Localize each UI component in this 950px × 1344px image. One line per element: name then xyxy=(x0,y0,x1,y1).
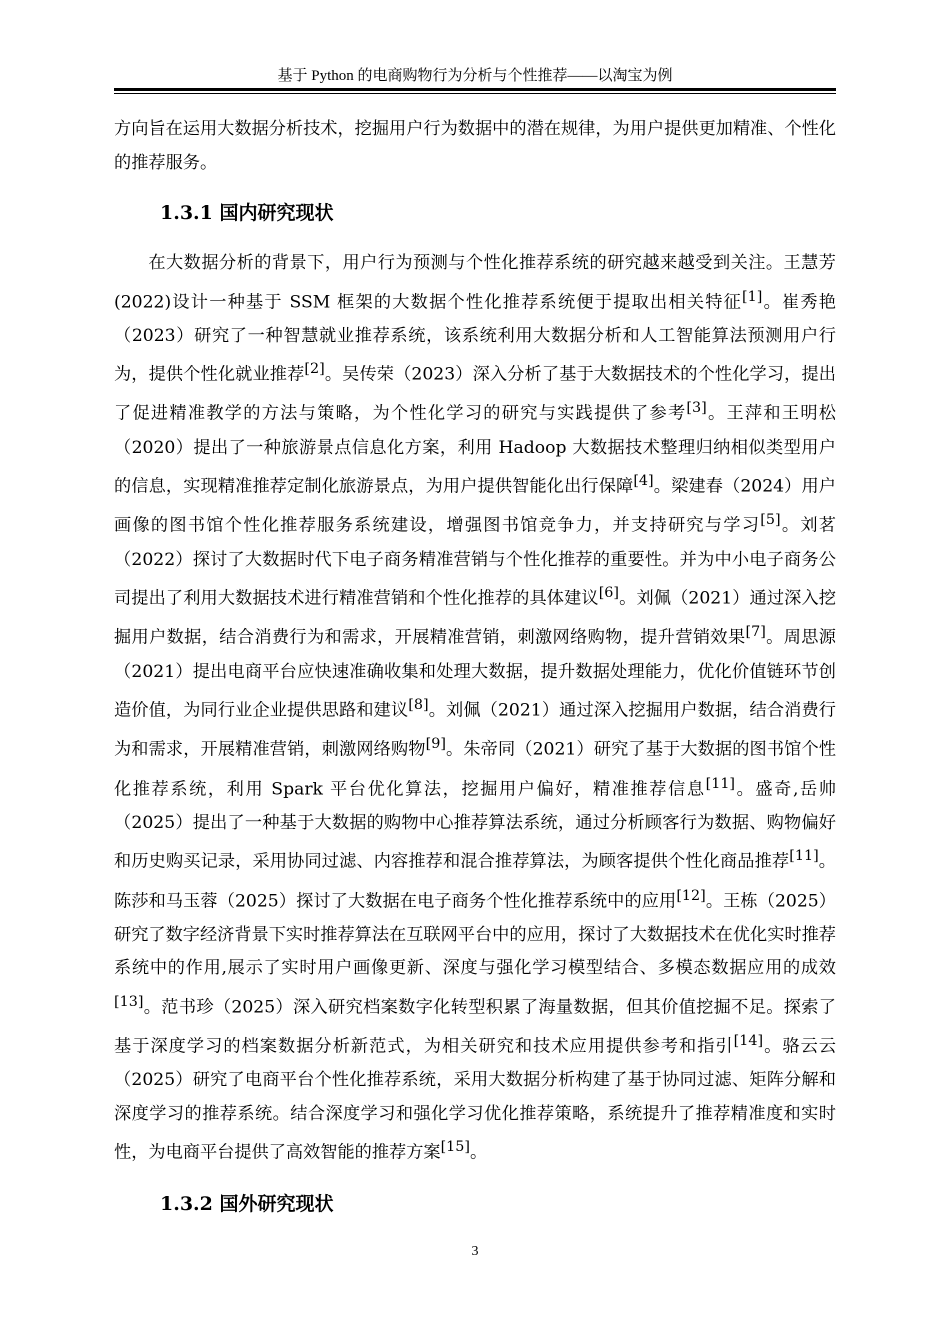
citation: [13] xyxy=(114,993,144,1010)
citation: [9] xyxy=(425,736,446,753)
citation: [4] xyxy=(633,473,654,490)
citation: [3] xyxy=(686,400,707,417)
citation: [11] xyxy=(789,848,819,865)
text-run: 。刘茗（2022）探讨了大数据时代下电子商务精准营销与个性化推荐的重要性。并为中小电子商务公司提出了利用大数据技术进行精准营销和个性化推荐的具体建议 xyxy=(114,516,836,609)
header-rule-thin xyxy=(114,93,836,94)
text-run: 。陈莎和马玉蓉（2025）探讨了大数据在电子商务个性化推荐系统中的应用 xyxy=(114,852,836,912)
citation: [14] xyxy=(733,1033,764,1050)
citation: [5] xyxy=(760,512,781,529)
text-run: 在大数据分析的背景下，用户行为预测与个性化推荐系统的研究越来越受到关注。王慧芳(2022)设计一种基于 SSM 框架的大数据个性化推荐系统便于提取出相关特征 xyxy=(114,253,836,313)
text-run: 。梁建春（2024）用户画像的图书馆个性化推荐服务系统建设，增强图书馆竞争力，并支持研究与学习 xyxy=(114,476,836,537)
intro-paragraph: 方向旨在运用大数据分析技术，挖掘用户行为数据中的潜在规律，为用户提供更加精准、个性化的推荐服务。 xyxy=(114,119,836,173)
text-run: 。朱帝同（2021）研究了基于大数据的图书馆个性化推荐系统，利用 Spark 平台优化算法，挖掘用户偏好，精准推荐信息 xyxy=(114,740,836,800)
text-run: 。崔秀艳（2023）研究了一种智慧就业推荐系统，该系统利用大数据分析和人工智能算法预测用户行为，提供个性化就业推荐 xyxy=(114,292,836,385)
domestic-research-paragraph xyxy=(114,247,836,1171)
citation: [12] xyxy=(676,887,706,904)
running-header: 基于 Python 的电商购物行为分析与个性推荐——以淘宝为例 xyxy=(277,68,673,84)
text-run: 。王栋（2025）研究了数字经济背景下实时推荐算法在互联网平台中的应用，探讨了大数据技术在优化实时推荐系统中的作用,展示了实时用户画像更新、深度与强化学习模型结合、多模态数据应用的成效 xyxy=(114,891,836,979)
citation: [2] xyxy=(304,361,325,378)
header-rule-thick xyxy=(114,88,836,91)
citation: [8] xyxy=(408,697,429,714)
citation: [11] xyxy=(705,775,736,792)
text-run: 。周思源（2021）提出电商平台应快速准确收集和处理大数据，提升数据处理能力，优化价值链环节创造价值，为同行业企业提供思路和建议 xyxy=(114,628,836,721)
text-run: 。 xyxy=(470,1143,488,1164)
citation: [1] xyxy=(742,288,763,305)
text-run: 。范书珍（2025）深入研究档案数字化转型积累了海量数据，但其价值挖掘不足。探索了基于深度学习的档案数据分析新范式，为相关研究和技术应用提供参考和指引 xyxy=(114,997,836,1057)
text-run: 。刘佩（2021）通过深入挖掘用户数据，结合消费行为和需求，开展精准营销，刺激网络购物，提升营销效果 xyxy=(114,588,836,649)
text-run: 。刘佩（2021）通过深入挖掘用户数据，结合消费行为和需求，开展精准营销，刺激网络购物 xyxy=(114,700,836,761)
text-run: 。王萍和王明松（2020）提出了一种旅游景点信息化方案，利用 Hadoop 大数据技术整理归纳相似类型用户的信息，实现精准推荐定制化旅游景点，为用户提供智能化出行保障 xyxy=(114,404,836,497)
citation: [7] xyxy=(745,624,766,641)
citation: [6] xyxy=(598,585,620,602)
section-heading-domestic: 1.3.1 国内研究现状 xyxy=(160,202,334,224)
text-run: 。骆云云（2025）研究了电商平台个性化推荐系统，采用大数据分析构建了基于协同过滤、矩阵分解和深度学习的推荐系统。结合深度学习和强化学习优化推荐策略，系统提升了推荐精准度和实时性，为电商平台提供了高效智能的推荐方案 xyxy=(114,1036,836,1164)
text-run: 。盛奇,岳帅（2025）提出了一种基于大数据的购物中心推荐算法系统，通过分析顾客行为数据、购物偏好和历史购买记录，采用协同过滤、内容推荐和混合推荐算法，为顾客提供个性化商品推荐 xyxy=(114,779,836,873)
citation: [15] xyxy=(440,1139,470,1156)
page-number: 3 xyxy=(471,1244,479,1259)
text-run: 。吴传荣（2023）深入分析了基于大数据技术的个性化学习，提出了促进精准教学的方法与策略，为个性化学习的研究与实践提供了参考 xyxy=(114,364,836,425)
section-heading-foreign: 1.3.2 国外研究现状 xyxy=(160,1192,334,1215)
page-body xyxy=(114,113,836,1238)
